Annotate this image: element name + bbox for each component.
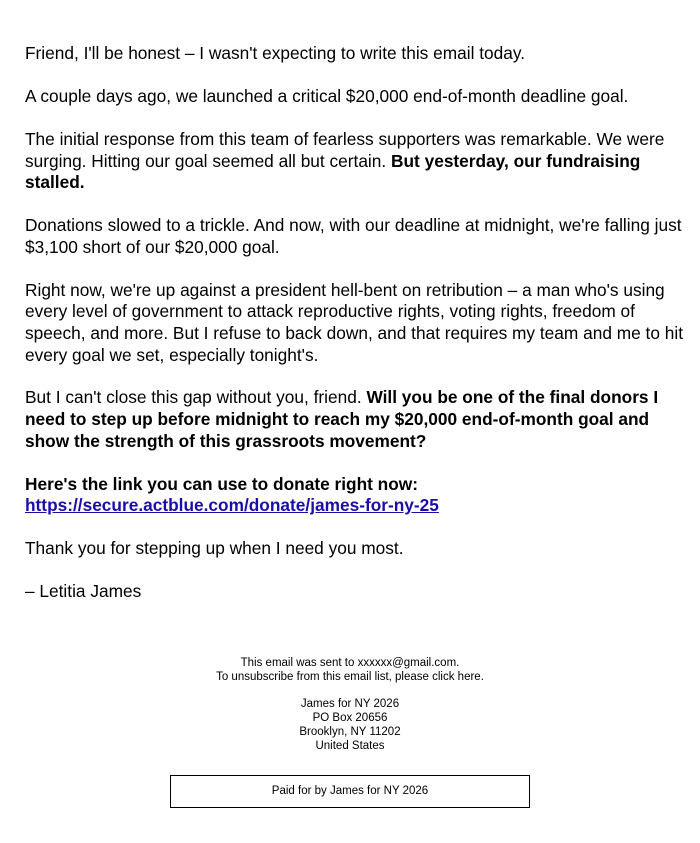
donate-link-intro: Here's the link you can use to donate right now: (25, 473, 418, 494)
paragraph-ask-text: But I can't close this gap without you, friend. (25, 387, 367, 408)
city-state-zip: Brooklyn, NY 11202 (299, 726, 401, 738)
paragraph-ask-bold: Will you be one of the final donors I need to step up before midnight to reach my $20,000 end-of-month goal and show the strength of this grassroots movement? (25, 387, 659, 451)
email-body (25, 43, 685, 624)
paragraph-thanks: Thank you for stepping up when I need you most. (25, 538, 404, 559)
unsubscribe-suffix: . (480, 671, 484, 683)
paragraph-retribution: Right now, we're up against a president hell-bent on retribution – a man who's using every level of government to attack reproductive rights, voting rights, freedom of speech, and more. But I refuse to back down, and that requires my team and me to hit every goal we set, especially tonight's. (25, 279, 684, 365)
paragraph-response (25, 129, 685, 194)
paragraph-ask (25, 387, 685, 452)
paragraph-response-bold: But yesterday, our fundraising stalled. (25, 150, 641, 193)
sent-to-text: This email was sent to xxxxxx@gmail.com. (240, 657, 460, 669)
unsubscribe-prefix: To unsubscribe from this email list, please (216, 671, 433, 683)
paragraph-response-text: The initial response from this team of fearless supporters was remarkable. We were surging. Hitting our goal seemed all but certain. (25, 128, 665, 171)
paid-for-disclaimer: Paid for by James for NY 2026 (170, 775, 530, 808)
donate-link[interactable]: https://secure.actblue.com/donate/james-for-ny-25 (25, 495, 439, 516)
footer-notice (0, 656, 700, 684)
country: United States (315, 740, 385, 752)
paragraph-launch: A couple days ago, we launched a critical $20,000 end-of-month deadline goal. (25, 85, 629, 106)
donate-section (25, 474, 685, 517)
po-box: PO Box 20656 (312, 712, 388, 724)
org-name: James for NY 2026 (300, 698, 400, 710)
unsubscribe-link[interactable]: click here (432, 671, 481, 683)
mailing-address (0, 697, 700, 753)
paragraph-shortfall: Donations slowed to a trickle. And now, with our deadline at midnight, we're falling just $3,100 short of our $20,000 goal. (25, 215, 682, 257)
email-footer (0, 656, 700, 766)
signature: – Letitia James (25, 581, 142, 602)
paragraph-intro: Friend, I'll be honest – I wasn't expecting to write this email today. (25, 43, 525, 63)
